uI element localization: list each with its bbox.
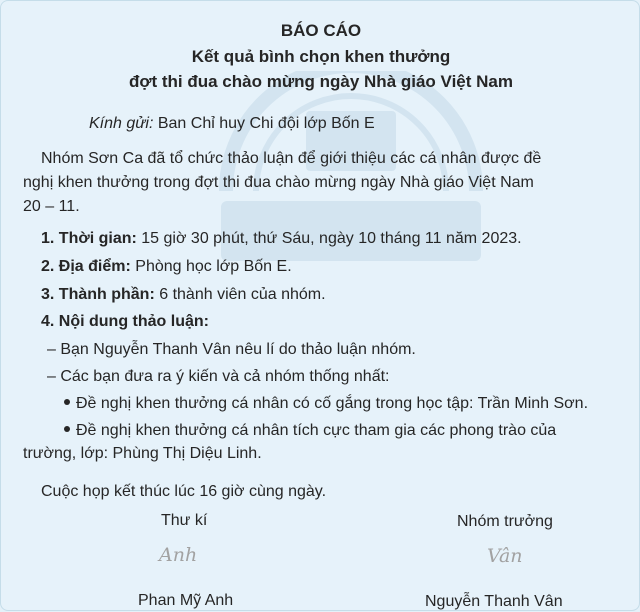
item-participants-value: 6 thành viên của nhóm. — [159, 286, 326, 303]
bullet-1 — [64, 394, 588, 414]
item-content-label: 4. Nội dung thảo luận: — [41, 313, 209, 330]
secretary-title: Thư kí — [161, 512, 208, 529]
report-subtitle-line2: đợt thi đua chào mừng ngày Nhà giáo Việt Nam — [129, 72, 513, 91]
recipient-line — [89, 114, 375, 134]
secretary-signature: Anh — [159, 544, 198, 566]
item-time-value: 15 giờ 30 phút, thứ Sáu, ngày 10 tháng 11 năm 2023. — [141, 230, 522, 247]
closing-line: Cuộc họp kết thúc lúc 16 giờ cùng ngày. — [41, 483, 327, 500]
intro-line-2: nghị khen thưởng trong đợt thi đua chào mừng ngày Nhà giáo Việt Nam — [23, 174, 534, 191]
item-location-label: 2. Địa điểm: — [41, 258, 131, 275]
bullet-dot-icon — [64, 426, 70, 432]
leader-name: Nguyễn Thanh Vân — [425, 593, 563, 610]
bullet-2-text: Đề nghị khen thưởng cá nhân tích cực tham gia các phong trào của — [76, 422, 557, 439]
item-location-value: Phòng học lớp Bốn E. — [135, 258, 292, 275]
bullet-dot-icon — [64, 399, 70, 405]
item-content — [41, 312, 209, 332]
item-location — [41, 257, 292, 277]
leader-title: Nhóm trưởng — [457, 513, 553, 530]
intro-line-3: 20 – 11. — [23, 198, 80, 215]
recipient-label: Kính gửi: — [89, 115, 154, 132]
content-dash-2: – Các bạn đưa ra ý kiến và cả nhóm thống nhất: — [47, 368, 390, 385]
report-subtitle-line1: Kết quả bình chọn khen thưởng — [191, 47, 451, 66]
intro-line-1: Nhóm Sơn Ca đã tổ chức thảo luận để giới thiệu các cá nhân được đề — [41, 150, 542, 167]
secretary-name: Phan Mỹ Anh — [138, 592, 234, 609]
item-participants — [41, 285, 326, 305]
item-time — [41, 229, 522, 249]
leader-signature: Vân — [487, 545, 523, 567]
bullet-1-text: Đề nghị khen thưởng cá nhân có cố gắng trong học tập: Trần Minh Sơn. — [76, 395, 589, 412]
bullet-2 — [64, 421, 556, 441]
recipient-value: Ban Chỉ huy Chi đội lớp Bốn E — [157, 115, 375, 132]
item-participants-label: 3. Thành phần: — [41, 286, 155, 303]
item-time-label: 1. Thời gian: — [41, 230, 137, 247]
report-title: BÁO CÁO — [280, 21, 362, 40]
content-dash-1: – Bạn Nguyễn Thanh Vân nêu lí do thảo luận nhóm. — [47, 341, 416, 358]
bullet-2-continuation: trường, lớp: Phùng Thị Diệu Linh. — [23, 445, 262, 462]
